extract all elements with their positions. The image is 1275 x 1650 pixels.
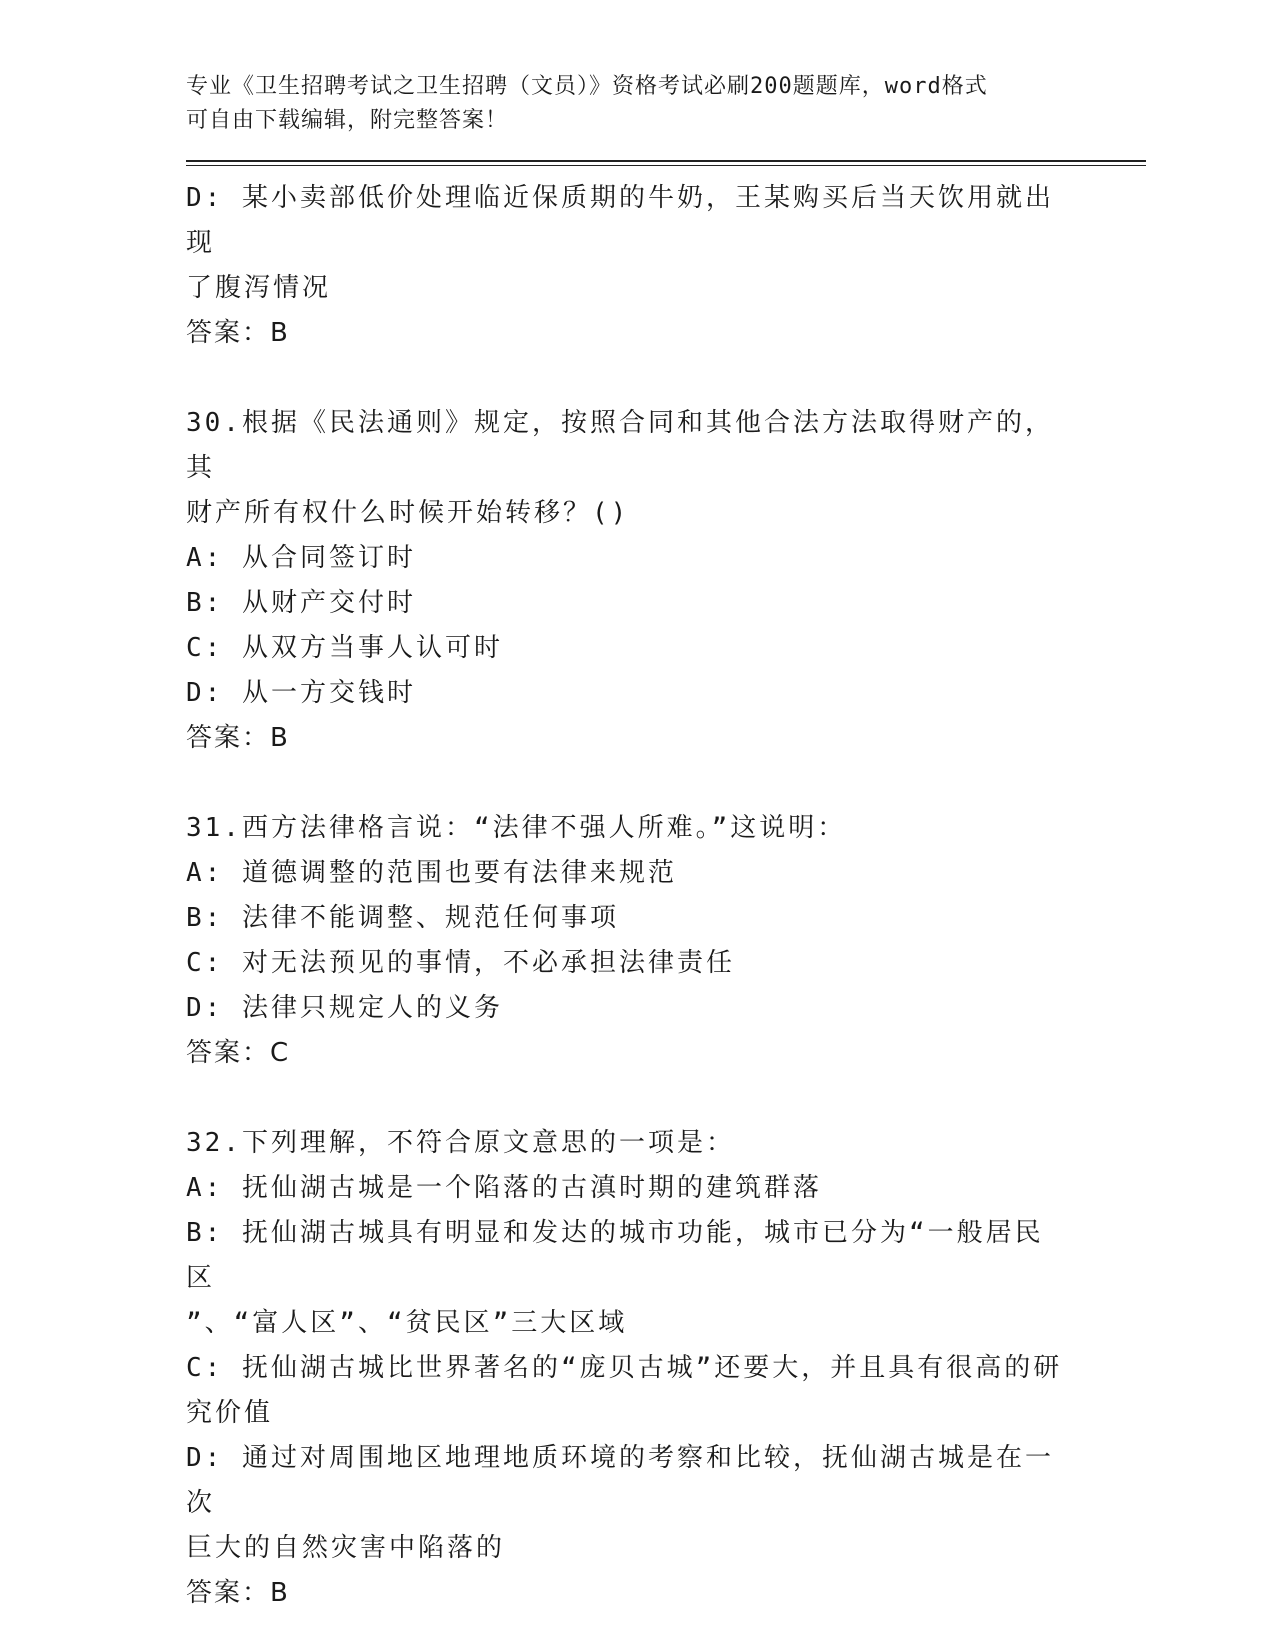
question-29-continued xyxy=(186,176,1066,356)
question-30 xyxy=(186,401,1066,761)
option-d: D: 通过对周围地区地理地质环境的考察和比较，抚仙湖古城是在一次 xyxy=(186,1443,1054,1518)
option-b-continued: ”、“富人区”、“贫民区”三大区域 xyxy=(186,1308,628,1338)
header-title-line-2: 可自由下载编辑，附完整答案！ xyxy=(186,108,509,133)
option-c-continued: 究价值 xyxy=(186,1398,274,1428)
option-c: C: 抚仙湖古城比世界著名的“庞贝古城”还要大，并且具有很高的研 xyxy=(186,1353,1063,1383)
option-a: A: 从合同签订时 xyxy=(186,543,416,573)
question-stem: 30.根据《民法通则》规定，按照合同和其他合法方法取得财产的，其 xyxy=(186,408,1054,483)
option-d: D: 从一方交钱时 xyxy=(186,678,416,708)
question-32 xyxy=(186,1121,1066,1616)
option-d-continued: 巨大的自然灾害中陷落的 xyxy=(186,1533,506,1563)
answer: 答案：B xyxy=(186,318,290,348)
answer: 答案：B xyxy=(186,723,290,753)
option-b: B: 法律不能调整、规范任何事项 xyxy=(186,903,619,933)
header-divider xyxy=(186,160,1146,166)
option-d: D: 某小卖部低价处理临近保质期的牛奶，王某购买后当天饮用就出现 xyxy=(186,183,1054,258)
question-31 xyxy=(186,806,1066,1076)
answer: 答案：B xyxy=(186,1578,290,1608)
option-d: D: 法律只规定人的义务 xyxy=(186,993,503,1023)
option-b: B: 从财产交付时 xyxy=(186,588,416,618)
question-stem: 32.下列理解，不符合原文意思的一项是： xyxy=(186,1128,735,1158)
option-c: C: 对无法预见的事情，不必承担法律责任 xyxy=(186,948,735,978)
option-a: A: 道德调整的范围也要有法律来规范 xyxy=(186,858,677,888)
option-c: C: 从双方当事人认可时 xyxy=(186,633,503,663)
header-title-line-1: 专业《卫生招聘考试之卫生招聘（文员）》资格考试必刷200题题库，word格式 xyxy=(186,74,988,99)
question-stem-continued: 财产所有权什么时候开始转移？() xyxy=(186,498,630,528)
document-page xyxy=(186,70,1146,1616)
document-body xyxy=(186,176,1066,1616)
question-stem: 31.西方法律格言说：“法律不强人所难。”这说明： xyxy=(186,813,847,843)
answer: 答案：C xyxy=(186,1038,291,1068)
document-header xyxy=(186,70,1146,138)
option-d-continued: 了腹泻情况 xyxy=(186,273,332,303)
option-a: A: 抚仙湖古城是一个陷落的古滇时期的建筑群落 xyxy=(186,1173,822,1203)
option-b: B: 抚仙湖古城具有明显和发达的城市功能，城市已分为“一般居民区 xyxy=(186,1218,1044,1293)
